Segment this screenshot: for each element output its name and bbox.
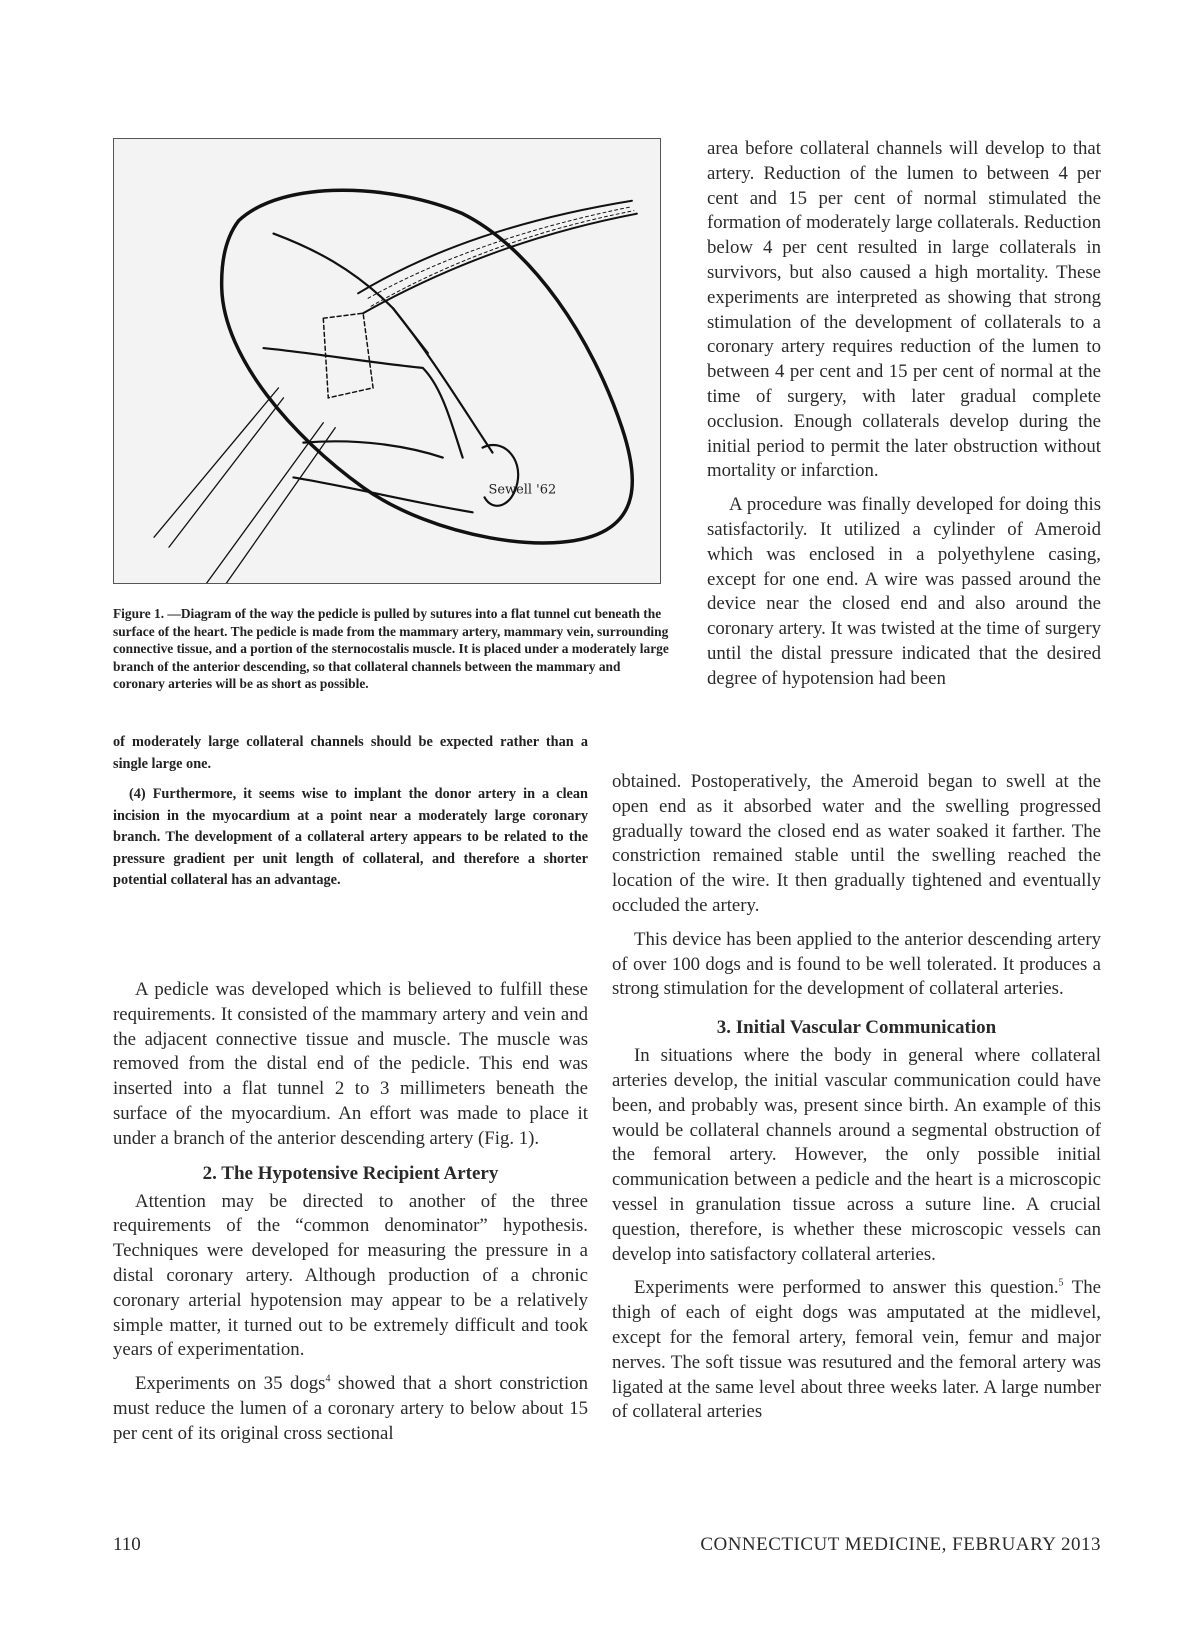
section-heading-2: 2. The Hypotensive Recipient Artery <box>202 1162 499 1184</box>
heart-pedicle-diagram <box>114 139 660 583</box>
text: Experiments were performed to answer this question. <box>634 1277 1059 1299</box>
section-heading-3: 3. Initial Vascular Communication <box>716 1017 997 1039</box>
left-column <box>113 978 588 1447</box>
reference-5[interactable]: 5 <box>1058 1278 1064 1290</box>
suture-threads <box>154 388 335 583</box>
paragraph-procedure-continued: obtained. Postoperatively, the Ameroid began to swell at the open end as it absorbed water and the swelling progressed gradually toward the closed end as water soaked it farther. The constriction remained stable until the swelling reached the location of the wire. It then gradually tightened and eventually occluded the artery. <box>612 771 1101 916</box>
paragraph-answer <box>612 1276 1101 1425</box>
paragraph-attention: Attention may be directed to another of the three requirements of the “common denominator” hypothesis. Techniques were developed for measuring the pressure in a distal coronary artery. Although production of a chronic coronary arterial hypotension may appear to be a relatively simple matter, it turned out to be extremely difficult and took years of experimentation. <box>113 1190 588 1361</box>
text: showed that a short constriction must reduce the lumen of a coronary artery to below about 15 per cent of its original cross sectional <box>113 1373 588 1444</box>
bold-paragraph-2: (4) Furthermore, it seems wise to implant the donor artery in a clean incision in the myocardium at a point near a moderately large coronary branch. The development of a collateral artery appears to be related to the pressure gradient per unit length of collateral, and therefore a shorter potential collateral has an advantage. <box>113 786 588 888</box>
figure-caption: Figure 1. —Diagram of the way the pedicle is pulled by sutures into a flat tunnel cut beneath the surface of the heart. The pedicle is made from the mammary artery, mammary vein, surrounding connective tissue, and a portion of the sternocostalis muscle. It is placed under a moderately large branch of the anterior descending, so that collateral channels between the mammary and coronary arteries will be as short as possible. <box>113 606 669 691</box>
paragraph-device: This device has been applied to the anterior descending artery of over 100 dogs and is found to be well tolerated. It produces a strong stimulation for the development of collateral arteries. <box>612 928 1101 1000</box>
heart-outline <box>222 190 633 543</box>
right-column <box>612 770 1101 1425</box>
text: Experiments on 35 dogs <box>135 1373 326 1395</box>
paragraph-pedicle: A pedicle was developed which is believed to fulfill these requirements. It consisted of the mammary artery and vein and the adjacent connective tissue and muscle. The muscle was removed from the distal end of the pedicle. This end was inserted into a flat tunnel 2 to 3 millimeters beneath the surface of the myocardium. An effort was made to place it under a branch of the anterior descending artery (Fig. 1). <box>113 979 588 1149</box>
reference-4[interactable]: 4 <box>325 1373 331 1385</box>
bold-paragraph-1: of moderately large collateral channels should be expected rather than a single large one. <box>113 734 588 772</box>
paragraph-situations: In situations where the body in general where collateral arteries develop, the initial vascular communication could have been, and probably was, present since birth. An example of this would be collateral channels around a segmental obstruction of the femoral artery. However, the only possible initial communication between a pedicle and the heart is a microscopic vessel in granulation tissue across a suture line. A crucial question, therefore, is whether these microscopic vessels can develop into satisfactory collateral arteries. <box>612 1045 1101 1265</box>
paragraph-procedure: A procedure was finally developed for doing this satisfactorily. It utilized a cylinder of Ameroid which was enclosed in a polyethylene casing, except for one end. A wire was passed around the device near the closed end and also around the coronary artery. It was twisted at the time of surgery until the distal pressure indicated that the desired degree of hypotension had been <box>707 494 1101 689</box>
figure-1-illustration <box>113 138 661 584</box>
page-number: 110 <box>113 1534 141 1555</box>
artist-signature: Sewell '62 <box>488 482 557 498</box>
anterior-descending <box>393 308 493 452</box>
paragraph-area: area before collateral channels will develop to that artery. Reduction of the lumen to between 4 per cent and 15 per cent of normal stimulated the formation of moderately large collaterals. Reduction below 4 per cent resulted in large collaterals in survivors, but also caused a high mortality. These experiments are interpreted as showing that strong stimulation of the development of collaterals to a coronary artery requires reduction of the lumen to between 4 per cent and 15 per cent of normal at the time of surgery, with later gradual complete occlusion. Enough collaterals develop during the initial period to permit the later obstruction without mortality or infarction. <box>707 138 1101 482</box>
paragraph-experiments-35-dogs <box>113 1372 588 1446</box>
text: The thigh of each of eight dogs was amputated at the midlevel, except for the femoral artery, femoral vein, femur and major nerves. The soft tissue was resutured and the femoral artery was ligated at the same level about three weeks later. A large number of collateral arteries <box>612 1277 1101 1423</box>
pedicle <box>358 201 637 313</box>
right-column-top <box>707 137 1101 692</box>
journal-footer: CONNECTICUT MEDICINE, FEBRUARY 2013 <box>700 1534 1101 1555</box>
